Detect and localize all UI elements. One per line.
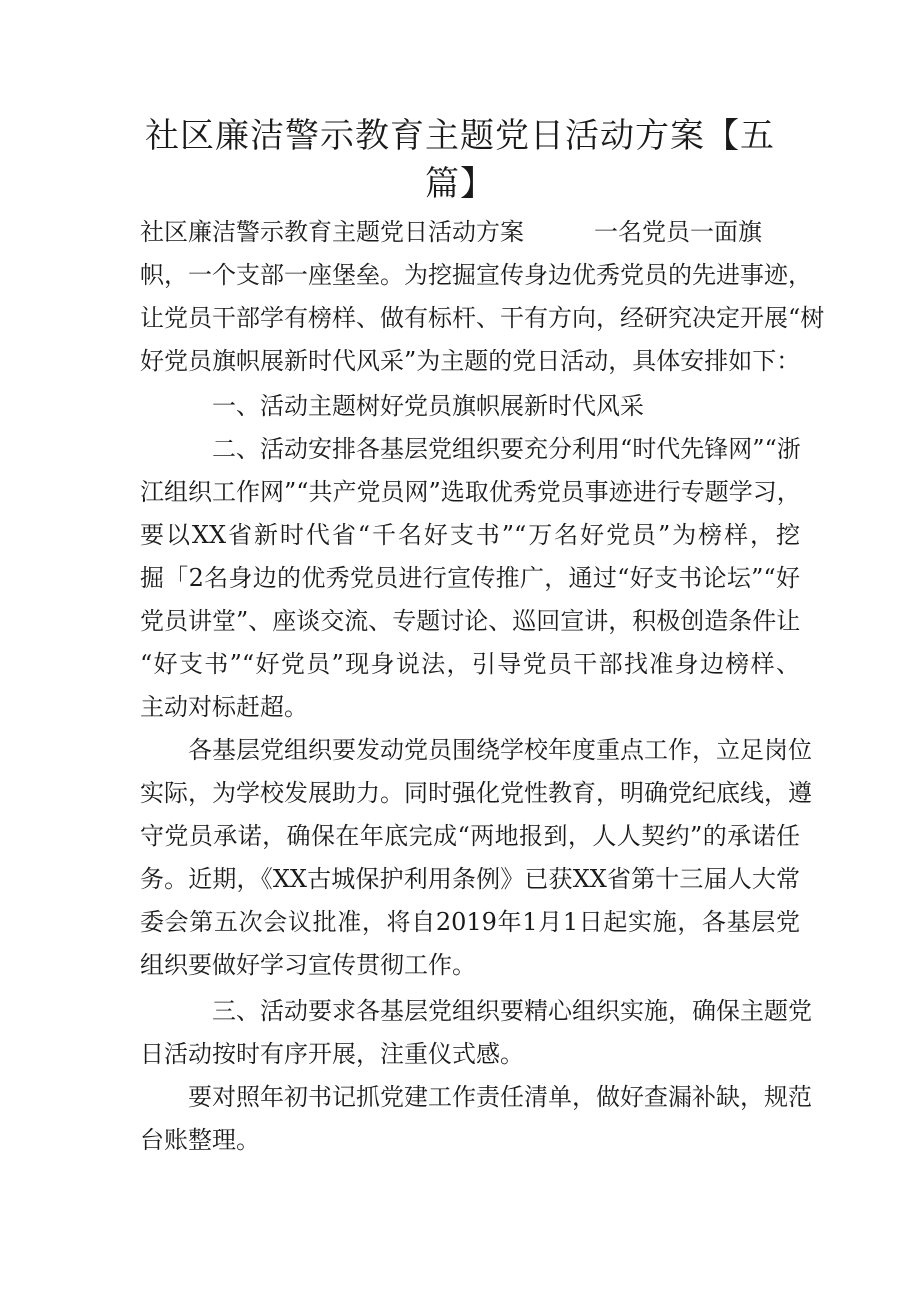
body-line: 一名党员一面旗 xyxy=(594,218,762,246)
body-line: 社区廉洁警示教育主题党日活动方案 xyxy=(140,218,524,246)
body-line: 要以XX省新时代省“千名好支书”“万名好党员”为榜样，挖 xyxy=(140,521,800,549)
body-line: 委会第五次会议批准，将自2019年1月1日起实施，各基层党 xyxy=(140,908,800,936)
body-line: 让党员干部学有榜样、做有标杆、干有方向，经研究决定开展“树 xyxy=(140,304,825,332)
body-line: 江组织工作网”“共产党员网”选取优秀党员事迹进行专题学习， xyxy=(140,478,801,506)
body-line: 日活动按时有序开展，注重仪式感。 xyxy=(140,1040,524,1068)
body-line: 二、活动安排各基层党组织要充分利用“时代先锋网”“浙 xyxy=(212,435,801,463)
section-heading: 一、活动主题树好党员旗帜展新时代风采 xyxy=(212,392,644,420)
body-line: 党员讲堂”、座谈交流、专题讨论、巡回宣讲，积极创造条件让 xyxy=(140,607,801,635)
body-line: 帜，一个支部一座堡垒。为挖掘宣传身边优秀党员的先进事迹， xyxy=(140,261,812,289)
body-line: 守党员承诺，确保在年底完成“两地报到，人人契约”的承诺任 xyxy=(140,822,800,850)
body-line: 主动对标赶超。 xyxy=(140,693,308,721)
document-title-line-2: 篇】 xyxy=(425,164,495,204)
body-line: 各基层党组织要发动党员围绕学校年度重点工作，立足岗位 xyxy=(188,736,812,764)
section-heading: 三、活动要求各基层党组织要精心组织实施，确保主题党 xyxy=(212,997,812,1025)
body-line: 组织要做好学习宣传贯彻工作。 xyxy=(140,951,476,979)
document-title-line-1: 社区廉洁警示教育主题党日活动方案【五 xyxy=(145,116,775,156)
body-line: 实际，为学校发展助力。同时强化党性教育，明确党纪底线，遵 xyxy=(140,779,812,807)
body-line: 台账整理。 xyxy=(140,1126,260,1154)
body-line: 好党员旗帜展新时代风采”为主题的党日活动，具体安排如下： xyxy=(140,347,801,375)
body-line: 掘「2名身边的优秀党员进行宣传推广，通过“好支书论坛”“好 xyxy=(140,564,800,592)
body-line: 要对照年初书记抓党建工作责任清单，做好查漏补缺，规范 xyxy=(188,1083,812,1111)
body-line: 务。近期，《XX古城保护利用条例》已获XX省第十三届人大常 xyxy=(140,865,800,893)
body-line: “好支书”“好党员”现身说法，引导党员干部找准身边榜样、 xyxy=(140,650,800,678)
